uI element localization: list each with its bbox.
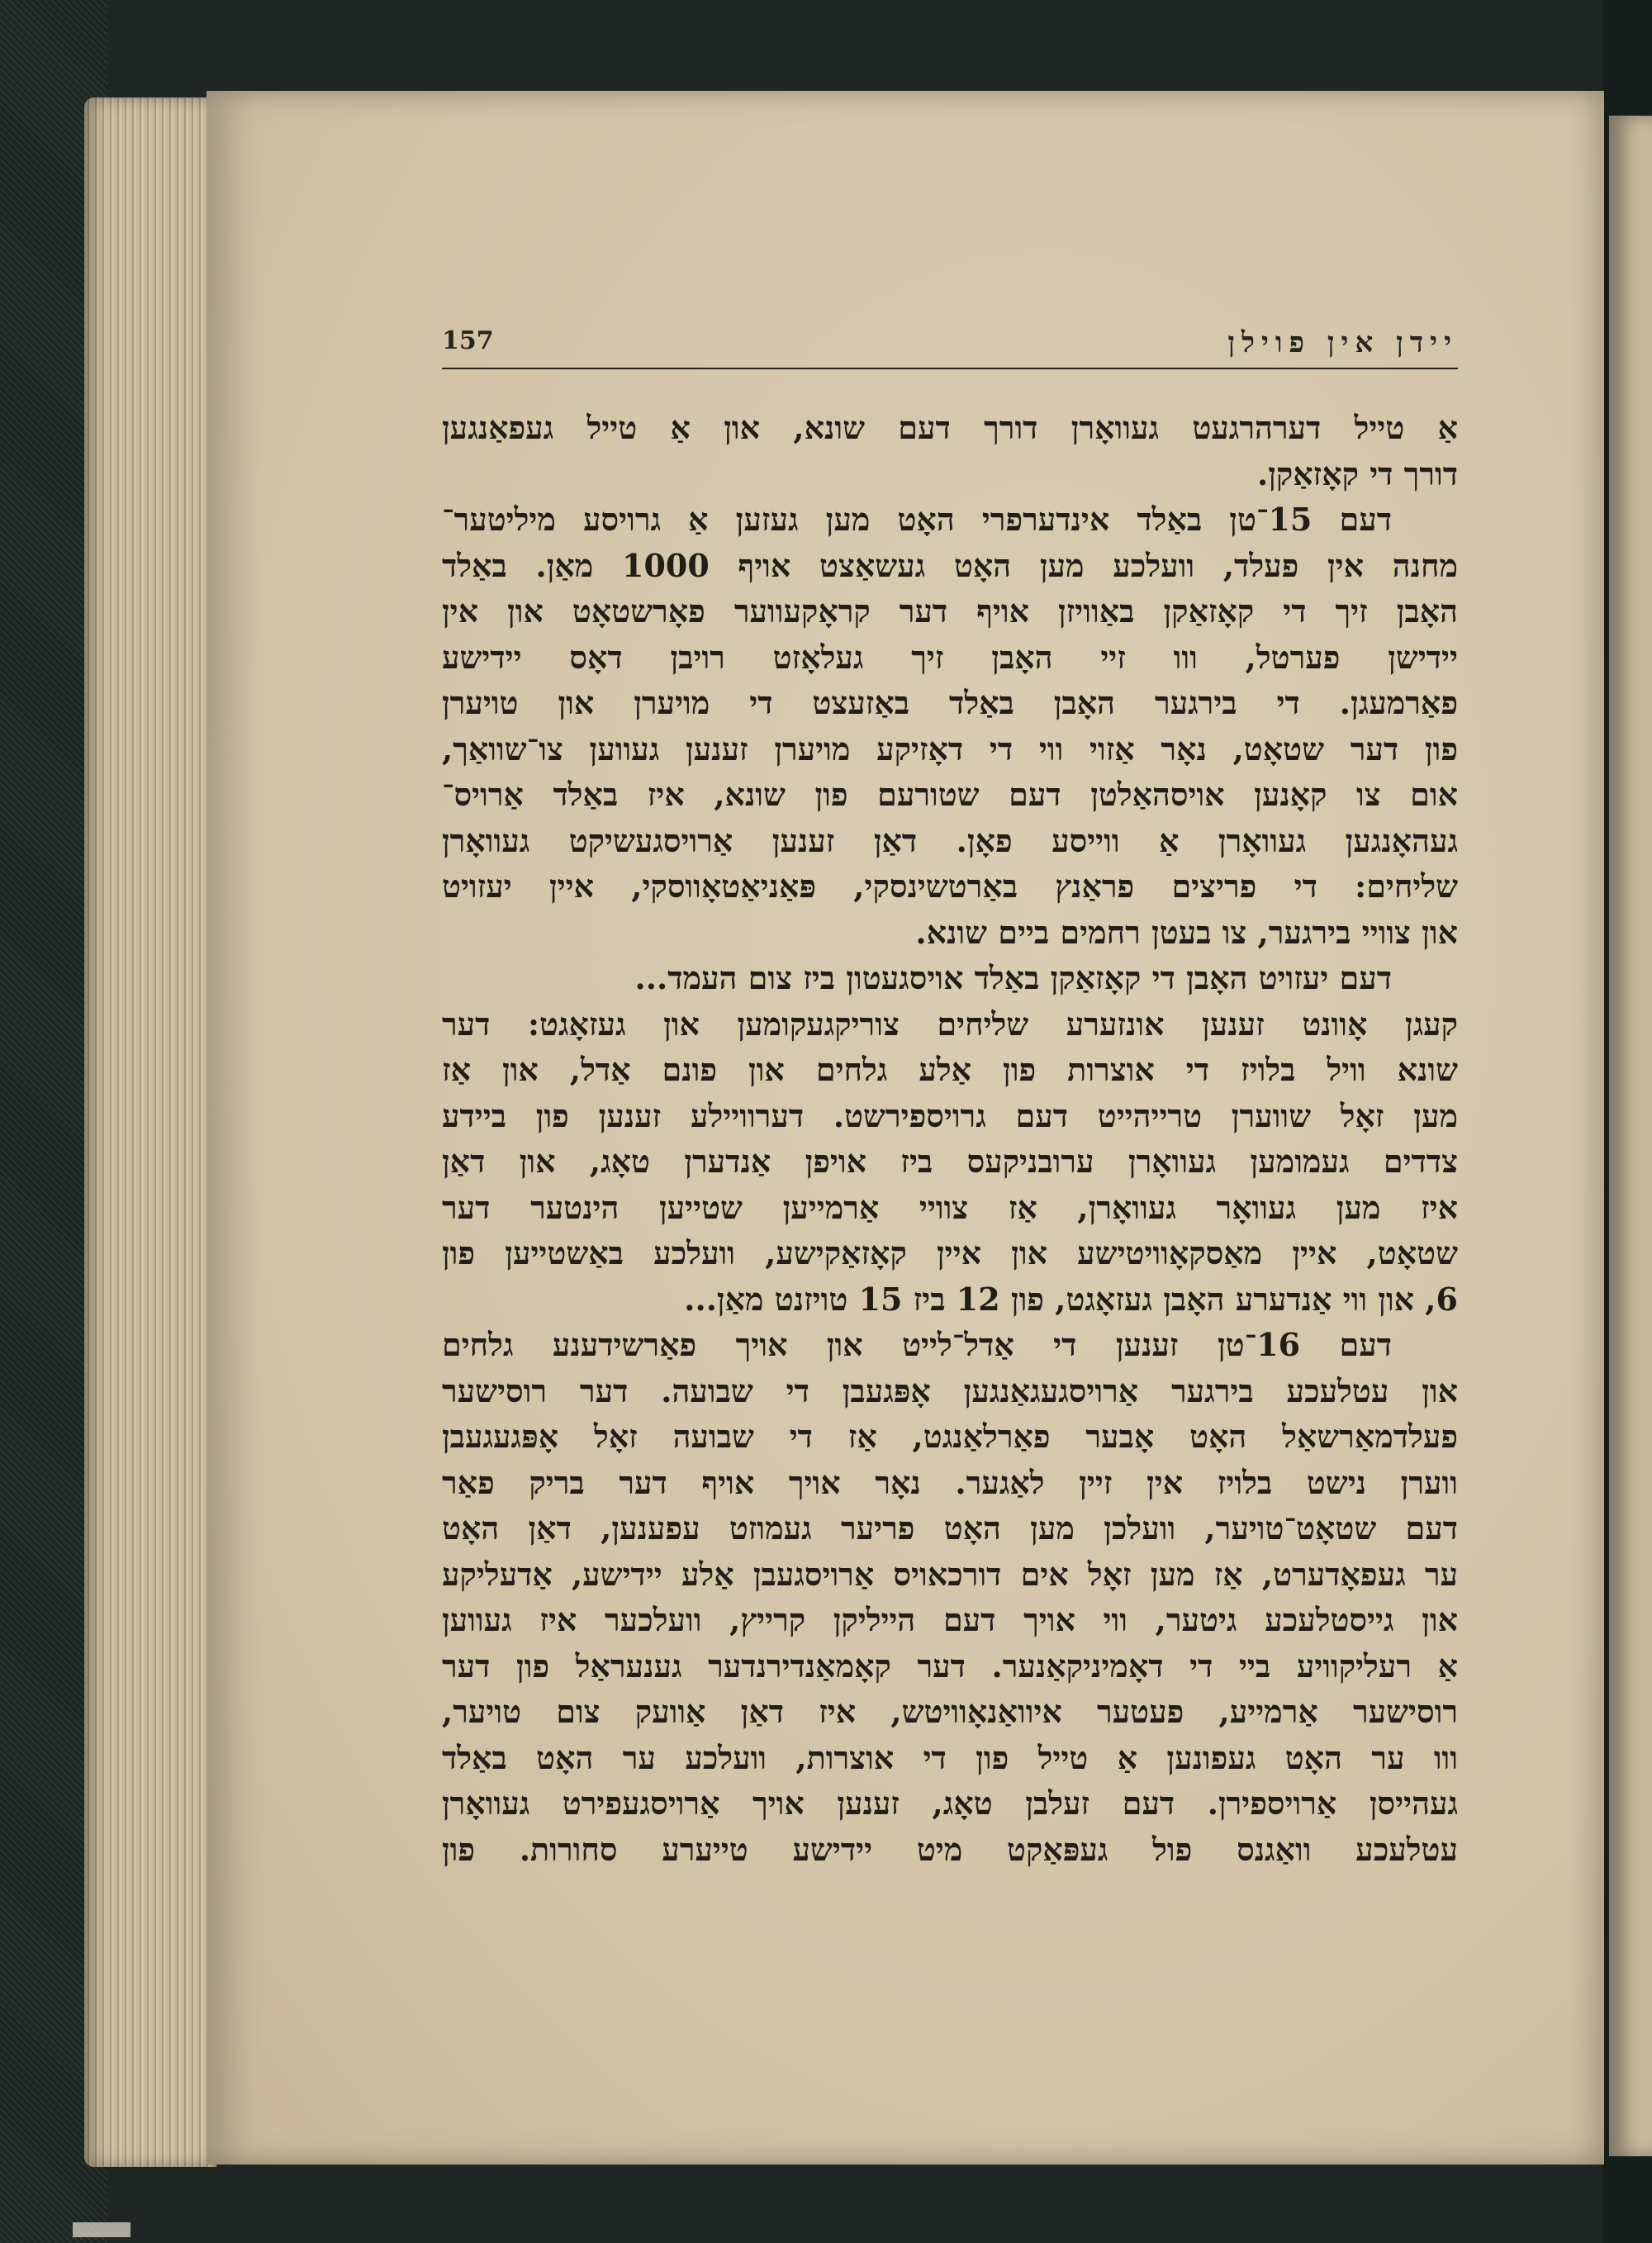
text-line: און צוויי בירגער, צו בעטן רחמים ביים שונא. xyxy=(915,913,1458,951)
text-line: און עטלעכע בירגער אַרויסגעגאַנגען אָפּגעבן די שבועה. דער רוסישער xyxy=(442,1371,1458,1409)
text-line: ווערן נישט בלויז אין זיין לאַגער. נאָר אויך אויף דער בריק פאַר xyxy=(442,1463,1458,1501)
text-line: דעם יעזויט האָבן די קאָזאַקן באַלד אויסגעטון ביז צום העמד... xyxy=(634,959,1392,996)
text-line: עטלעכע וואַגנס פול געפּאַקט מיט יידישע טייערע סחורות. פון xyxy=(442,1830,1458,1868)
text-line: קעגן אָוונט זענען אונזערע שליחים צוריקגעקומען און געזאָגט: דער xyxy=(442,1005,1458,1043)
text-line: ער געפאָדערט, אַז מען זאָל אים דורכאויס אַרויסגעבן אַלע יידישע, אַדעליקע xyxy=(442,1555,1458,1593)
text-line: רוסישער אַרמייע, פעטער איוואַנאָוויטש, איז דאַן אַוועק צום טויער, xyxy=(442,1693,1458,1730)
text-line: שטאָט, איין מאַסקאָוויטישע און איין קאָזאַקישע, וועלכע באַשטייען פון xyxy=(442,1234,1458,1271)
text-line: אום צו קאָנען אויסהאַלטן דעם שטורעם פון שונא, איז באַלד אַרויס־ xyxy=(442,776,1458,813)
text-line: דעם 16־טן זענען די אַדל־לייט און אויך פאַרשידענע גלחים xyxy=(442,1326,1392,1363)
page-number: 157 xyxy=(442,326,494,355)
text-line: ווו ער האָט געפונען אַ טייל פון די אוצרות, וועלכע ער האָט באַלד xyxy=(442,1738,1458,1776)
text-line: דעם 15־טן באַלד אינדערפרי האָט מען געזען אַ גרויסע מיליטער־ xyxy=(442,501,1392,538)
text-line: פאַרמעגן. די בירגער האָבן באַלד באַזעצט די מויערן און טויערן xyxy=(442,684,1458,721)
page-header xyxy=(442,326,1458,369)
text-line: דעם שטאָט־טויער, וועלכן מען האָט פריער געמוזט עפענען, דאַן האָט xyxy=(442,1509,1458,1547)
text-line: יידישן פערטל, ווו זיי האָבן זיך געלאָזט רויבן דאָס יידישע xyxy=(442,638,1458,676)
text-line: צדדים געמומען געוואָרן ערובניקעס ביז אויפן אַנדערן טאָג, און דאַן xyxy=(442,1143,1458,1180)
text-line: שונא וויל בלויז די אוצרות פון אַלע גלחים און פונם אַדל, און אַז xyxy=(442,1051,1458,1088)
page-edges xyxy=(84,97,216,2167)
text-line: שליחים: די פריצים פראַנץ באַרטשינסקי, פּאַניאַטאָווסקי, איין יעזויט xyxy=(442,867,1458,905)
library-stamp xyxy=(73,2222,131,2237)
text-line: געהאָנגען געוואָרן אַ ווייסע פאָן. דאַן זענען אַרויסגעשיקט געוואָרן xyxy=(442,821,1458,859)
text-line: אַ טייל דערהרגעט געוואָרן דורך דעם שונא, און אַ טייל געפאַנגען xyxy=(442,409,1458,446)
text-line: איז מען געוואָר געוואָרן, אַז צוויי אַרמייען שטייען הינטער דער xyxy=(442,1188,1458,1226)
text-line: דורך די קאָזאַקן. xyxy=(1256,454,1458,492)
text-line: אַ רעליקוויע ביי די דאָמיניקאַנער. דער קאָמאַנדירנדער גענעראַל פון דער xyxy=(442,1647,1458,1685)
text-line: האָבן זיך די קאָזאַקן באַוויזן אויף דער קראָקעווער פאָרשטאָט און אין xyxy=(442,592,1458,630)
text-line: געהייסן אַרויספירן. דעם זעלבן טאָג, זענען אויך אַרויסגעפירט געוואָרן xyxy=(442,1784,1458,1822)
text-line: 6, און ווי אַנדערע האָבן געזאָגט, פון 12 ביז 15 טויזנט מאַן... xyxy=(684,1280,1458,1318)
facing-page-edge xyxy=(1609,116,1652,2156)
running-title: יידן אין פוילן xyxy=(1227,326,1458,359)
body-text xyxy=(442,405,1458,1872)
text-line: מען זאָל שווערן טרייהייט דעם גרויספירשט. דערוויילע זענען פון ביידע xyxy=(442,1096,1458,1134)
text-line: און גייסטלעכע גיטער, ווי אויך דעם הייליקן קרייץ, וועלכער איז געווען xyxy=(442,1601,1458,1638)
text-line: פון דער שטאָט, נאָר אַזוי ווי די דאָזיקע מויערן זענען געווען צו־שוואַך, xyxy=(442,729,1458,767)
text-line: פעלדמאַרשאַל האָט אָבער פאַרלאַנגט, אַז די שבועה זאָל אָפּגעגעבן xyxy=(442,1418,1458,1455)
text-line: מחנה אין פעלד, וועלכע מען האָט געשאַצט אויף 1000 מאַן. באַלד xyxy=(442,546,1458,584)
